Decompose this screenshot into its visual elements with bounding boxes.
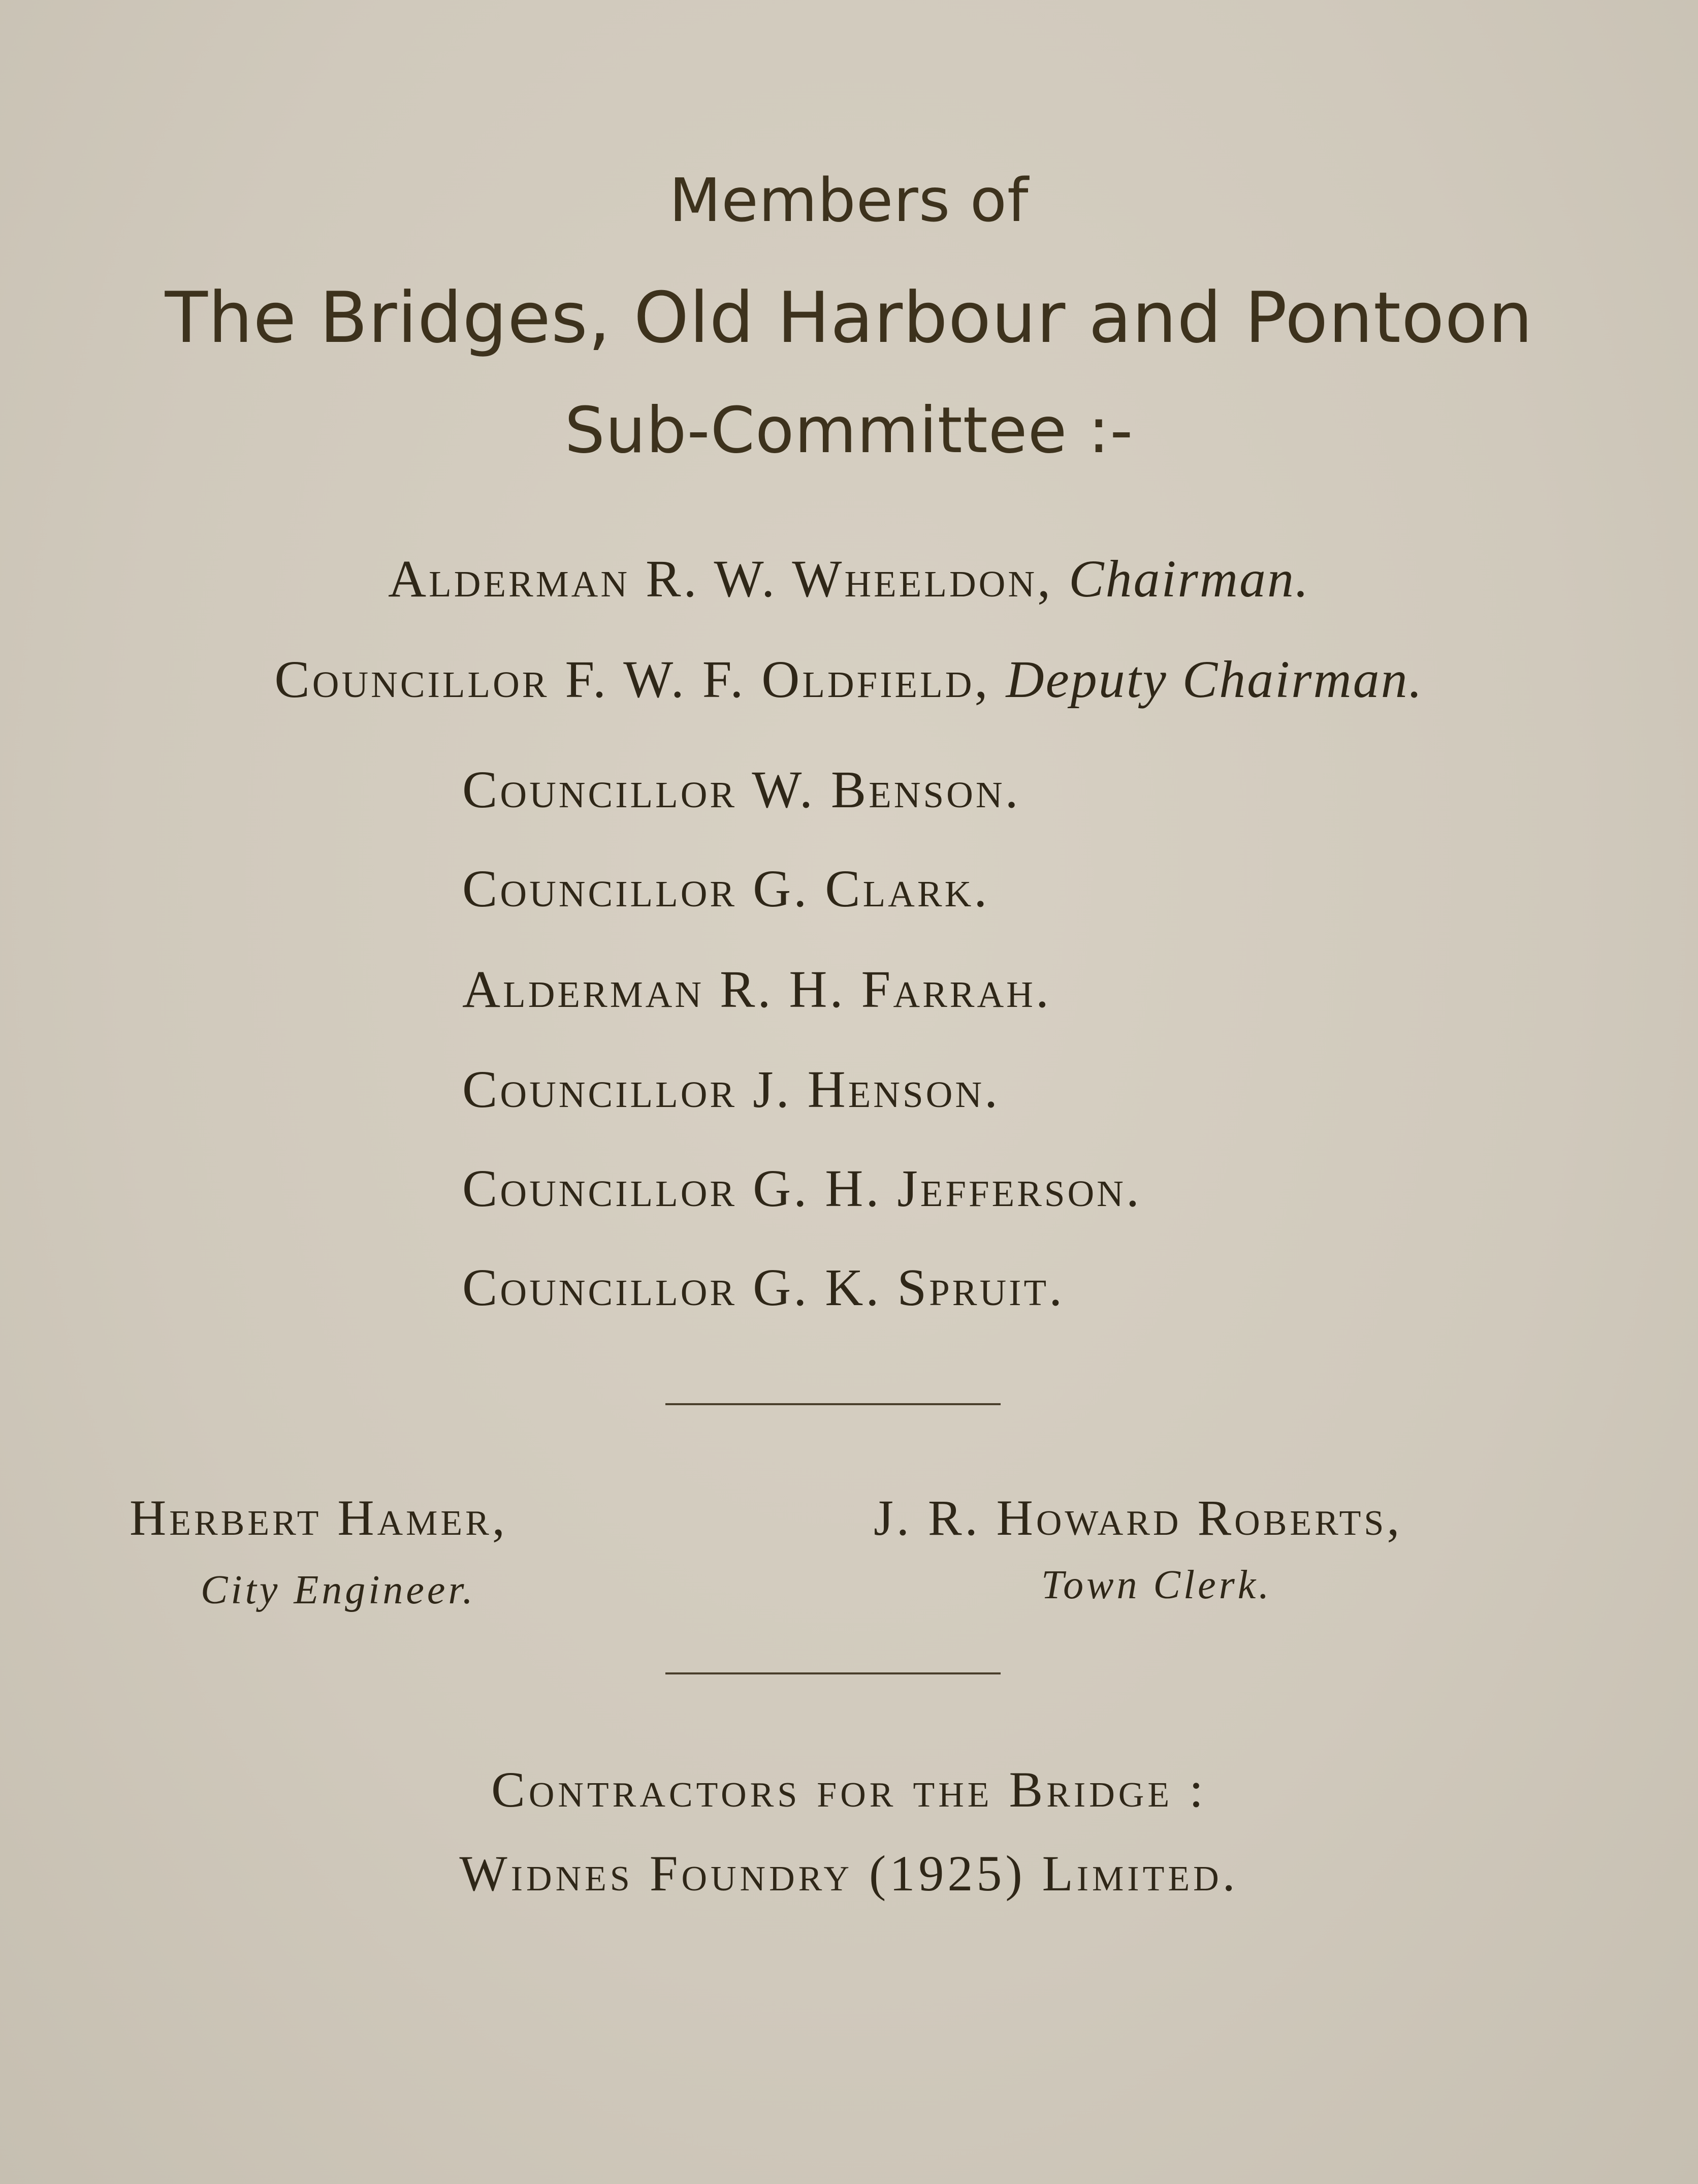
contractors-label: Contractors for the Bridge : xyxy=(491,1761,1207,1818)
member-clark: Councillor G. Clark. xyxy=(462,860,990,918)
member-benson: Councillor W. Benson. xyxy=(462,761,1021,819)
divider-rule-2 xyxy=(665,1672,1001,1674)
member-jefferson: Councillor G. H. Jefferson. xyxy=(462,1159,1142,1218)
divider-rule-1 xyxy=(665,1403,1001,1405)
heading-line-3: Sub-Committee :- xyxy=(564,394,1134,467)
member-role: Chairman. xyxy=(1069,550,1310,608)
heading-line-1: Members of xyxy=(669,165,1029,235)
member-deputy-chairman xyxy=(0,649,1698,710)
member-name: Alderman R. W. Wheeldon, xyxy=(388,550,1053,608)
member-spruit: Councillor G. K. Spruit. xyxy=(462,1258,1065,1317)
member-farrah: Alderman R. H. Farrah. xyxy=(462,960,1051,1019)
officer-left-name: Herbert Hamer, xyxy=(130,1490,508,1546)
officer-right-title: Town Clerk. xyxy=(1041,1563,1272,1607)
officer-left-title: City Engineer. xyxy=(201,1568,476,1612)
member-name: Councillor F. W. F. Oldfield, xyxy=(274,650,990,709)
member-chairman xyxy=(0,549,1698,609)
contractors-name: Widnes Foundry (1925) Limited. xyxy=(459,1845,1239,1902)
member-henson: Councillor J. Henson. xyxy=(462,1060,1001,1119)
member-role: Deputy Chairman. xyxy=(1006,650,1424,709)
officer-right-name: J. R. Howard Roberts, xyxy=(874,1490,1403,1546)
heading-line-2: The Bridges, Old Harbour and Pontoon xyxy=(165,277,1533,359)
